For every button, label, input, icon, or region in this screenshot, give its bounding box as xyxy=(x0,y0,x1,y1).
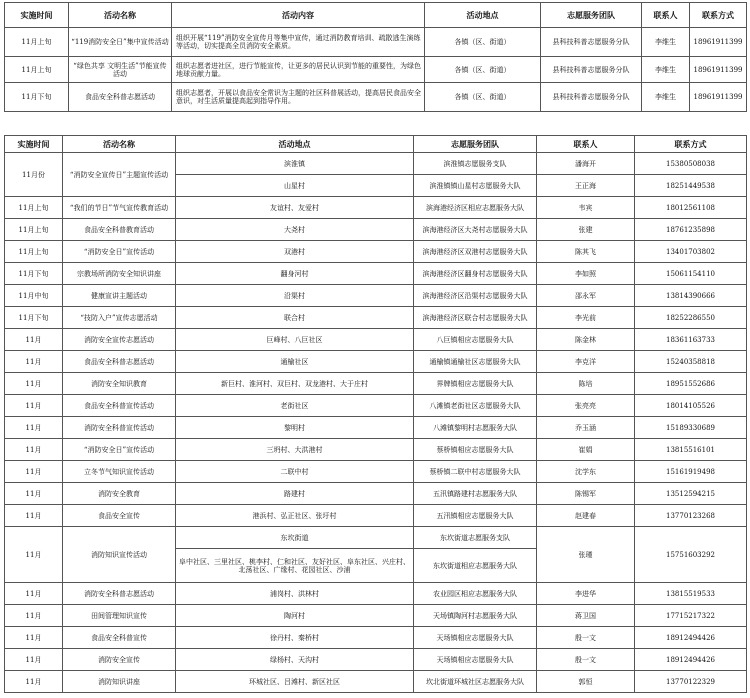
table-row xyxy=(5,219,747,241)
cell-phone: 15061154110 xyxy=(635,263,747,285)
cell-time: 11月 xyxy=(5,461,63,483)
cell-contact: 陈金林 xyxy=(537,329,635,351)
cell-time: 11月下旬 xyxy=(5,263,63,285)
cell-team: 通榆镇通榆社区志愿服务大队 xyxy=(414,351,537,373)
cell-place: 各镇（区、街道） xyxy=(425,28,541,57)
table-row xyxy=(5,417,747,439)
cell-team: 滨海港经济区大尧村志愿服务大队 xyxy=(414,219,537,241)
cell-activity-name: 食品安全科普教育活动 xyxy=(63,219,176,241)
cell-phone: 15161919498 xyxy=(635,461,747,483)
cell-time: 11月 xyxy=(5,395,63,417)
cell-contact: 邵永军 xyxy=(537,285,635,307)
header-team: 志愿服务团队 xyxy=(541,3,642,28)
cell-team: 滨淮镇镇山星村志愿服务大队 xyxy=(414,175,537,197)
cell-activity-name: “我们的节日”节气宣传教育活动 xyxy=(63,197,176,219)
cell-phone: 15380508038 xyxy=(635,153,747,175)
table-row xyxy=(5,583,747,605)
table-row xyxy=(5,57,747,83)
cell-phone: 18912494426 xyxy=(635,627,747,649)
cell-contact: 韦宾 xyxy=(537,197,635,219)
cell-team: 滨海港经济区相应志愿服务大队 xyxy=(414,197,537,219)
cell-phone: 18912494426 xyxy=(635,649,747,671)
header-place: 活动地点 xyxy=(425,3,541,28)
cell-team: 滨海港经济区联合村志愿服务大队 xyxy=(414,307,537,329)
cell-phone: 15189330689 xyxy=(635,417,747,439)
cell-place: 友谊村、友爱村 xyxy=(176,197,414,219)
cell-phone: 13770123268 xyxy=(635,505,747,527)
cell-phone: 18961911399 xyxy=(690,28,747,57)
cell-team: 坎北街道环城社区志愿服务大队 xyxy=(414,671,537,693)
table-row xyxy=(5,307,747,329)
header-contact: 联系人 xyxy=(642,3,690,28)
table-header-row xyxy=(5,3,747,28)
cell-team: 东坎街道相应志愿服务大队 xyxy=(414,549,537,583)
cell-place: 新巨村、淮河村、双巨村、双龙港村、大于庄村 xyxy=(176,373,414,395)
cell-activity-name: 食品安全科普宣传活动 xyxy=(63,395,176,417)
cell-time: 11月 xyxy=(5,671,63,693)
table-row xyxy=(5,461,747,483)
table-row xyxy=(5,605,747,627)
cell-activity-name: 消防安全科普宣传活动 xyxy=(63,417,176,439)
cell-time: 11月 xyxy=(5,351,63,373)
cell-phone: 18251449538 xyxy=(635,175,747,197)
cell-phone: 15240358818 xyxy=(635,351,747,373)
cell-phone: 17715217322 xyxy=(635,605,747,627)
cell-time: 11月下旬 xyxy=(5,307,63,329)
table-row xyxy=(5,671,747,693)
cell-contact: 乔玉涵 xyxy=(537,417,635,439)
cell-team: 蔡桥镇二联中村志愿服务大队 xyxy=(414,461,537,483)
header-time: 实施时间 xyxy=(5,136,63,153)
cell-activity-name: 健康宣讲主题活动 xyxy=(63,285,176,307)
table-row xyxy=(5,285,747,307)
cell-phone: 13815519533 xyxy=(635,583,747,605)
cell-contact: 李维生 xyxy=(642,83,690,112)
table-row xyxy=(5,197,747,219)
table-row xyxy=(5,263,747,285)
cell-place: 联合村 xyxy=(176,307,414,329)
cell-place: 路建村 xyxy=(176,483,414,505)
cell-contact: 郭恒 xyxy=(537,671,635,693)
cell-time: 11月上旬 xyxy=(5,219,63,241)
cell-team: 滨海港经济区双港村志愿服务大队 xyxy=(414,241,537,263)
header-activity-name: 活动名称 xyxy=(69,3,172,28)
cell-activity-name: 食品安全科普志愿活动 xyxy=(63,351,176,373)
cell-team: 蔡桥镇相应志愿服务大队 xyxy=(414,439,537,461)
cell-time: 11月上旬 xyxy=(5,241,63,263)
table-row xyxy=(5,395,747,417)
cell-time: 11月中旬 xyxy=(5,285,63,307)
table-row xyxy=(5,439,747,461)
cell-phone: 18012561108 xyxy=(635,197,747,219)
cell-phone: 13401703802 xyxy=(635,241,747,263)
cell-place: 三坍村、大洪港村 xyxy=(176,439,414,461)
cell-time: 11月 xyxy=(5,373,63,395)
cell-activity-name: “消防安全宣传日”主题宣传活动 xyxy=(63,153,176,197)
cell-place: 大尧村 xyxy=(176,219,414,241)
header-place: 活动地点 xyxy=(176,136,414,153)
cell-activity-name: 消防知识讲座 xyxy=(63,671,176,693)
cell-contact: 沈学东 xyxy=(537,461,635,483)
cell-activity-name: “119消防安全日”集中宣传活动 xyxy=(69,28,172,57)
cell-place: 浦岗村、洪林村 xyxy=(176,583,414,605)
cell-place: 通榆社区 xyxy=(176,351,414,373)
cell-activity-name: “技防入户”宣传志愿活动 xyxy=(63,307,176,329)
cell-phone: 18951552686 xyxy=(635,373,747,395)
cell-team: 五汛镇相应志愿服务大队 xyxy=(414,505,537,527)
cell-place: 环城社区、吕滩村、新区社区 xyxy=(176,671,414,693)
cell-place: 绿杨村、天沟村 xyxy=(176,649,414,671)
cell-activity-content: 组织志愿者，开展以食品安全常识为主题的社区科普展活动，提高居民食品安全意识，对生活质量提高起到指导作用。 xyxy=(172,83,425,112)
cell-time: 11月份 xyxy=(5,153,63,197)
table-row xyxy=(5,351,747,373)
cell-phone: 13770122329 xyxy=(635,671,747,693)
cell-phone: 18761235898 xyxy=(635,219,747,241)
cell-contact: 张建 xyxy=(537,219,635,241)
cell-activity-name: “消防安全日”宣传活动 xyxy=(63,439,176,461)
cell-activity-name: 消防安全知识教育 xyxy=(63,373,176,395)
table-row xyxy=(5,329,747,351)
cell-time: 11月 xyxy=(5,649,63,671)
cell-place: 沿渠村 xyxy=(176,285,414,307)
cell-place: 陶河村 xyxy=(176,605,414,627)
header-contact: 联系人 xyxy=(537,136,635,153)
header-activity-content: 活动内容 xyxy=(172,3,425,28)
cell-phone: 13815516101 xyxy=(635,439,747,461)
header-phone: 联系方式 xyxy=(690,3,747,28)
cell-contact: 陈锡军 xyxy=(537,483,635,505)
cell-contact: 李维生 xyxy=(642,28,690,57)
table-row xyxy=(5,627,747,649)
cell-team: 界牌镇相应志愿服务大队 xyxy=(414,373,537,395)
cell-time: 11月 xyxy=(5,627,63,649)
cell-activity-name: 消防安全科普志愿活动 xyxy=(63,583,176,605)
cell-team: 天场镇相应志愿服务大队 xyxy=(414,649,537,671)
cell-team: 东坎街道志愿服务支队 xyxy=(414,527,537,549)
cell-time: 11月 xyxy=(5,483,63,505)
cell-contact: 李维生 xyxy=(642,57,690,83)
cell-phone: 18961911399 xyxy=(690,83,747,112)
cell-time: 11月 xyxy=(5,583,63,605)
cell-team: 农业园区相应志愿服务大队 xyxy=(414,583,537,605)
cell-phone: 18252286550 xyxy=(635,307,747,329)
cell-place: 双港村 xyxy=(176,241,414,263)
cell-phone: 13814390666 xyxy=(635,285,747,307)
cell-phone: 18014105526 xyxy=(635,395,747,417)
cell-contact: 崔娟 xyxy=(537,439,635,461)
cell-contact: 殷一文 xyxy=(537,649,635,671)
cell-place: 东坎街道 xyxy=(176,527,414,549)
cell-team: 八滩镇老街社区志愿服务大队 xyxy=(414,395,537,417)
cell-time: 11月 xyxy=(5,439,63,461)
cell-contact: 潘海开 xyxy=(537,153,635,175)
cell-team: 天场镇相应志愿服务大队 xyxy=(414,627,537,649)
table-row xyxy=(5,28,747,57)
cell-place: 二联中村 xyxy=(176,461,414,483)
cell-contact: 陈培 xyxy=(537,373,635,395)
cell-team: 天场镇陶河村志愿服务大队 xyxy=(414,605,537,627)
cell-place: 老街社区 xyxy=(176,395,414,417)
cell-team: 县科技科普志愿服务分队 xyxy=(541,28,642,57)
cell-activity-name: 消防安全宣传 xyxy=(63,649,176,671)
cell-place: 阜中社区、三里社区、桃李村、仁和社区、友好社区、阜东社区、兴庄村、北荡社区、广缘村、花园社区、沙浦 xyxy=(176,549,414,583)
cell-team: 八巨镇相应志愿服务大队 xyxy=(414,329,537,351)
cell-activity-name: 消防知识宣传活动 xyxy=(63,527,176,583)
table-row xyxy=(5,83,747,112)
cell-time: 11月 xyxy=(5,417,63,439)
table-row xyxy=(5,153,747,175)
cell-activity-name: 食品安全科普宣传 xyxy=(63,627,176,649)
cell-place: 各镇（区、街道） xyxy=(425,83,541,112)
table-row xyxy=(5,527,747,549)
table-row xyxy=(5,373,747,395)
cell-place: 翻身河村 xyxy=(176,263,414,285)
cell-team: 五汛镇路建村志愿服务大队 xyxy=(414,483,537,505)
cell-place: 滨淮镇 xyxy=(176,153,414,175)
cell-place: 黎明村 xyxy=(176,417,414,439)
cell-place: 徐丹村、秦桥村 xyxy=(176,627,414,649)
header-team: 志愿服务团队 xyxy=(414,136,537,153)
table-header-row xyxy=(5,136,747,153)
cell-phone: 18961911399 xyxy=(690,57,747,83)
table-row xyxy=(5,483,747,505)
cell-contact: 蒋卫国 xyxy=(537,605,635,627)
cell-contact: 张瑾 xyxy=(537,527,635,583)
table-row xyxy=(5,505,747,527)
cell-place: 港浜村、弘正社区、张圩村 xyxy=(176,505,414,527)
cell-time: 11月下旬 xyxy=(5,83,69,112)
cell-contact: 赵建春 xyxy=(537,505,635,527)
table-row xyxy=(5,241,747,263)
cell-team: 县科技科普志愿服务分队 xyxy=(541,83,642,112)
cell-time: 11月 xyxy=(5,329,63,351)
cell-place: 巨峰村、八巨社区 xyxy=(176,329,414,351)
header-time: 实施时间 xyxy=(5,3,69,28)
table-row xyxy=(5,649,747,671)
cell-time: 11月 xyxy=(5,505,63,527)
cell-phone: 15751603292 xyxy=(635,527,747,583)
cell-time: 11月上旬 xyxy=(5,28,69,57)
cell-activity-name: 立冬节气知识宣传活动 xyxy=(63,461,176,483)
cell-activity-name: 消防安全教育 xyxy=(63,483,176,505)
cell-activity-name: 田间管理知识宣传 xyxy=(63,605,176,627)
cell-time: 11月上旬 xyxy=(5,197,63,219)
cell-phone: 13512594215 xyxy=(635,483,747,505)
header-activity-name: 活动名称 xyxy=(63,136,176,153)
cell-phone: 18361163733 xyxy=(635,329,747,351)
cell-contact: 李光前 xyxy=(537,307,635,329)
cell-time: 11月上旬 xyxy=(5,57,69,83)
cell-time: 11月 xyxy=(5,527,63,583)
cell-team: 滨海港经济区沿渠村志愿服务大队 xyxy=(414,285,537,307)
cell-place: 山星村 xyxy=(176,175,414,197)
cell-team: 滨淮镇志愿服务支队 xyxy=(414,153,537,175)
cell-contact: 李克洋 xyxy=(537,351,635,373)
cell-activity-content: 组织志愿者进社区，进行节能宣传，让更多的居民认识到节能的重要性，为绿色地球贡献力量。 xyxy=(172,57,425,83)
activity-table-2 xyxy=(4,135,747,693)
cell-contact: 李如照 xyxy=(537,263,635,285)
cell-team: 县科技科普志愿服务分队 xyxy=(541,57,642,83)
cell-team: 滨海港经济区翻身村志愿服务大队 xyxy=(414,263,537,285)
cell-team: 八滩镇黎明村志愿服务大队 xyxy=(414,417,537,439)
cell-contact: 张亮亮 xyxy=(537,395,635,417)
cell-activity-name: “消防安全日”宣传活动 xyxy=(63,241,176,263)
header-phone: 联系方式 xyxy=(635,136,747,153)
cell-activity-name: 宗教场所消防安全知识讲座 xyxy=(63,263,176,285)
cell-contact: 王正海 xyxy=(537,175,635,197)
cell-activity-name: 食品安全宣传 xyxy=(63,505,176,527)
cell-time: 11月 xyxy=(5,605,63,627)
cell-activity-content: 组织开展“119”消防安全宣传月等集中宣传，通过消防教育培训、疏散逃生演练等活动，切实提高全员消防安全素质。 xyxy=(172,28,425,57)
cell-activity-name: 食品安全科普志愿活动 xyxy=(69,83,172,112)
cell-contact: 陈其飞 xyxy=(537,241,635,263)
cell-contact: 殷一文 xyxy=(537,627,635,649)
cell-contact: 李进华 xyxy=(537,583,635,605)
cell-activity-name: 消防安全宣传志愿活动 xyxy=(63,329,176,351)
cell-activity-name: “绿色共享 文明生活”节能宣传活动 xyxy=(69,57,172,83)
cell-place: 各镇（区、街道） xyxy=(425,57,541,83)
activity-table-1 xyxy=(4,2,747,112)
